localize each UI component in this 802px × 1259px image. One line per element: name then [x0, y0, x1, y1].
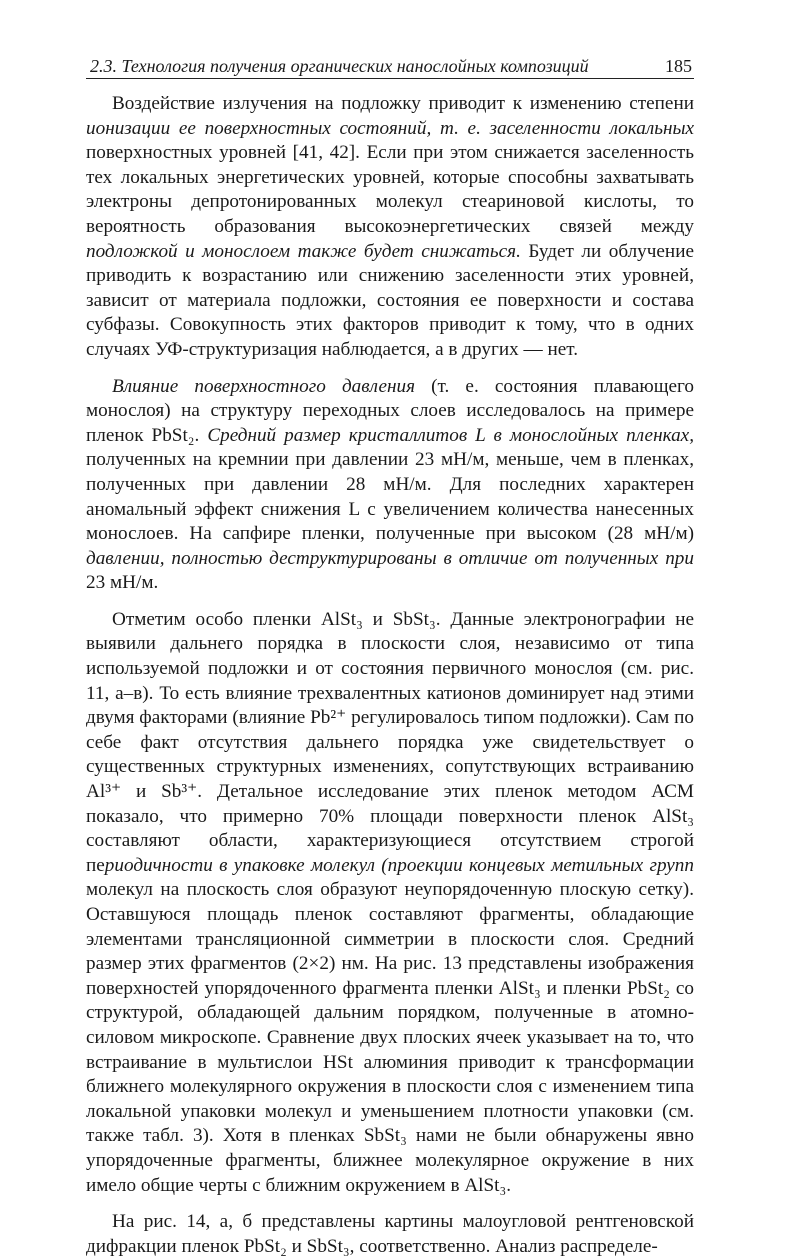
- italic-text-run: Средний размер кристаллитов L в монослойных пленках,: [207, 424, 694, 446]
- text-run: (т. е. состояния плавающего монослоя) на структуру переходных слоев исследовалось на примере пленок PbSt₂.: [86, 375, 695, 446]
- paragraph: [86, 608, 694, 1198]
- text-run: Отметим особо пленки AlSt₃ и SbSt₃. Данные электронографии не выявили дальнего порядка в плоскости слоя, независимо от типа используемой подложки и от состояния первичного монослоя (см. рис. 11, а–в). То есть влияние трехвалентных катионов доминирует над этими двумя факторами (влияние Pb²⁺ регулировалось типом подложки). Сам по себе факт отсутствия дальнего порядка уже свидетельствует о существенных структурных изменениях, сопутствующих встраиванию Al³⁺ и Sb³⁺. Детальное исследование этих пленок методом АСМ показало, что примерно 70% площади поверхности пленок AlSt₃ составляют области, характеризующиеся отсутствием строгой пе: [86, 608, 694, 876]
- paragraph: [86, 375, 694, 596]
- text-run: На рис. 14, а, б представлены картины малоугловой рентгеновской дифракции пленок PbSt₂ и SbSt₃, соответственно. Анализ распределе-: [86, 1211, 694, 1257]
- text-run: полученных на кремнии при давлении 23 мН/м, меньше, чем в пленках, полученных при давлении 28 мН/м. Для последних характерен аномальный эффект снижения L с увеличением количества нанесенных монослоев. На сапфире пленки, полученные при высоком (28 мН/м): [86, 449, 694, 545]
- italic-text-run: риодичности в упаковке молекул (проекции концевых метильных групп: [104, 854, 694, 876]
- text-run: поверхностных уровней [41, 42]. Если при этом снижается заселенность тех локальных энергетических уровней, которые способны захватывать электроны депротонированных молекул стеариновой кислоты, то вероятность образования высокоэнергетических связей между: [86, 142, 694, 237]
- body-text: [86, 92, 694, 1259]
- text-run: Воздействие излучения на подложку приводит к изменению степени: [112, 93, 694, 114]
- italic-text-run: Влияние поверхностного давления: [112, 375, 415, 397]
- text-run: молекул на плоскость слоя образуют неупорядоченную плоскую сетку). Оставшуюся площадь пленок составляют фрагменты, обладающие элементами трансляционной симметрии в плоскости слоя. Средний размер этих фрагментов (2×2) нм. На рис. 13 представлены изображения поверхностей упорядоченного фрагмента пленки AlSt₃ и пленки PbSt₂ со структурой, обладающей дальним порядком, полученные в атомно-силовом микроскопе. Сравнение двух плоских ячеек указывает на то, что встраивание в мультислои HSt алюминия приводит к трансформации ближнего молекулярного окружения в плоскости слоя с изменением типа локальной упаковки молекул и уменьшением плотности упаковки (см. также табл. 3). Хотя в пленках SbSt₃ нами не были обнаружены явно упорядоченные фрагменты, ближнее молекулярное окружение в них имело общие черты с ближним окружением в AlSt₃.: [86, 879, 694, 1196]
- italic-text-run: ионизации ее поверхностных состояний, т. е. заселенности локальных: [86, 117, 694, 139]
- running-header: [86, 52, 694, 79]
- italic-text-run: давлении, полностью деструктурированы в отличие от полученных при: [86, 547, 694, 569]
- paragraph: [86, 92, 694, 363]
- running-header-title: 2.3. Технология получения органических нанослойных композиций: [90, 56, 589, 76]
- text-run: Будет ли облучение приводить к возрастанию или снижению заселенности этих уровней, зависит от материала подложки, состояния ее поверхности и состава субфазы. Совокупность этих факторов приводит к тому, что в одних случаях УФ-структуризация наблюдается, а в других — нет.: [86, 240, 694, 360]
- page-number: 185: [665, 56, 692, 76]
- italic-text-run: подложкой и монослоем также будет снижаться.: [86, 240, 521, 262]
- text-run: 23 мН/м.: [86, 572, 159, 594]
- paragraph: [86, 1210, 694, 1259]
